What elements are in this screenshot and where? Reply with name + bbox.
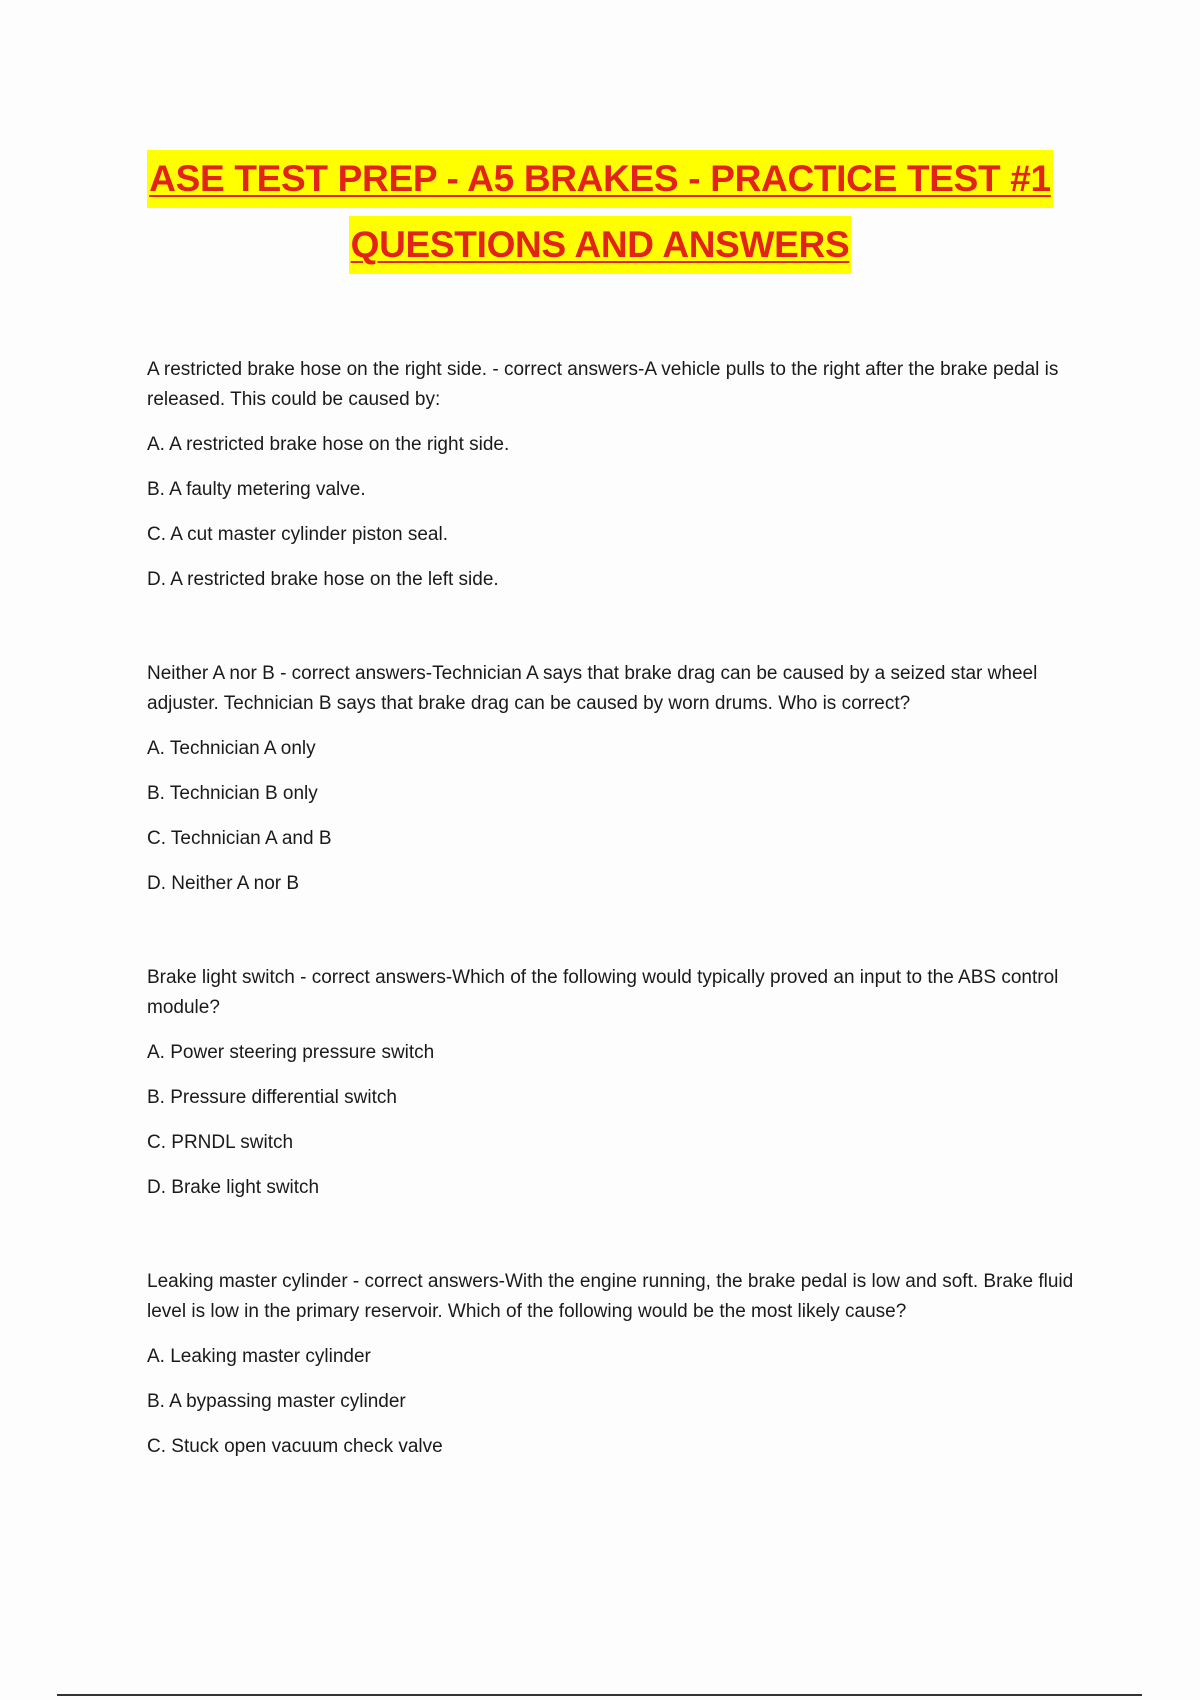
document-title xyxy=(0,150,1200,282)
answer-option: C. PRNDL switch xyxy=(147,1132,294,1153)
answer-option: D. A restricted brake hose on the left side. xyxy=(147,569,499,590)
question-block-1 xyxy=(147,355,1097,595)
question-block-2 xyxy=(147,659,1097,899)
question-text: Brake light switch - correct answers-Which of the following would typically proved an input to the ABS control module? xyxy=(147,967,1059,1018)
question-text: Leaking master cylinder - correct answers-With the engine running, the brake pedal is low and soft. Brake fluid level is low in the primary reservoir. Which of the following would be the most likely cause? xyxy=(147,1271,1074,1322)
answer-option: C. Stuck open vacuum check valve xyxy=(147,1436,443,1457)
answer-option: D. Neither A nor B xyxy=(147,873,300,894)
answer-option: B. Technician B only xyxy=(147,783,318,804)
footer-divider xyxy=(57,1694,1142,1696)
question-block-3 xyxy=(147,963,1097,1203)
answer-option: A. Power steering pressure switch xyxy=(147,1042,435,1063)
answer-option: A. Leaking master cylinder xyxy=(147,1346,371,1367)
title-line-1: ASE TEST PREP - A5 BRAKES - PRACTICE TEST #1 xyxy=(147,150,1053,208)
questions-list xyxy=(147,355,1097,1526)
answer-option: A. Technician A only xyxy=(147,738,316,759)
question-text: Neither A nor B - correct answers-Technician A says that brake drag can be caused by a seized star wheel adjuster. Technician B says that brake drag can be caused by worn drums. Who is correct? xyxy=(147,663,1038,714)
question-block-4 xyxy=(147,1267,1097,1462)
answer-option: C. A cut master cylinder piston seal. xyxy=(147,524,448,545)
answer-option: D. Brake light switch xyxy=(147,1177,320,1198)
answer-option: C. Technician A and B xyxy=(147,828,332,849)
title-line-2: QUESTIONS AND ANSWERS xyxy=(349,216,852,274)
question-text: A restricted brake hose on the right side. - correct answers-A vehicle pulls to the right after the brake pedal is released. This could be caused by: xyxy=(147,359,1059,410)
answer-option: B. A bypassing master cylinder xyxy=(147,1391,406,1412)
answer-option: A. A restricted brake hose on the right side. xyxy=(147,434,510,455)
answer-option: B. Pressure differential switch xyxy=(147,1087,397,1108)
answer-option: B. A faulty metering valve. xyxy=(147,479,366,500)
